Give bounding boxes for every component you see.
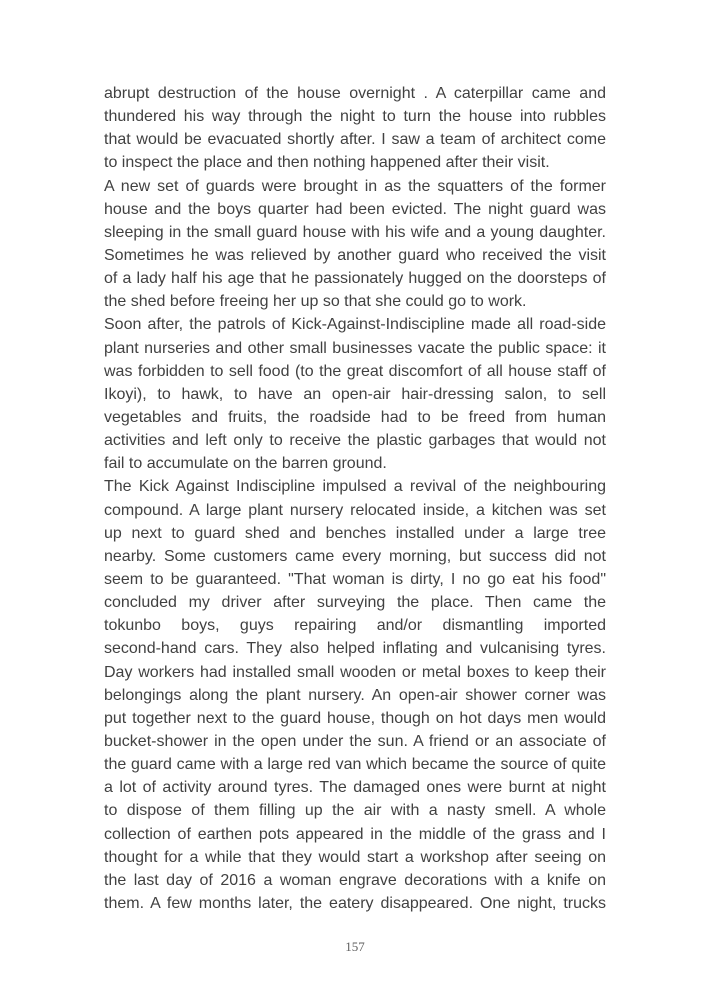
text-line: of a lady half his age that he passionately hugged on the doorsteps of bbox=[104, 270, 606, 288]
text-line: the last day of 2016 a woman engrave decorations with a knife on bbox=[104, 871, 606, 889]
text-line: plant nurseries and other small businesses vacate the public space: it bbox=[104, 339, 606, 357]
text-line: the guard came with a large red van which became the source of quite bbox=[104, 756, 606, 774]
text-line: house and the boys quarter had been evicted. The night guard was bbox=[104, 200, 606, 218]
page-number: 157 bbox=[345, 939, 365, 954]
paragraph bbox=[104, 475, 606, 915]
text-line: abrupt destruction of the house overnight . A caterpillar came and bbox=[104, 85, 606, 102]
text-line: nearby. Some customers came every morning, but success did not bbox=[104, 547, 606, 565]
text-line: fail to accumulate on the barren ground. bbox=[104, 455, 387, 473]
text-line: the shed before freeing her up so that she could go to work. bbox=[104, 293, 527, 311]
text-line: belongings along the plant nursery. An open-air shower corner was bbox=[104, 686, 606, 704]
text-line: put together next to the guard house, though on hot days men would bbox=[104, 709, 606, 727]
text-line: vegetables and fruits, the roadside had to be freed from human bbox=[104, 408, 606, 426]
paragraph bbox=[104, 313, 606, 475]
text-line: compound. A large plant nursery relocated inside, a kitchen was set bbox=[104, 501, 606, 519]
text-line: a lot of activity around tyres. The damaged ones were burnt at night bbox=[104, 779, 606, 797]
text-line: thundered his way through the night to turn the house into rubbles bbox=[104, 108, 606, 126]
text-line: sleeping in the small guard house with his wife and a young daughter. bbox=[104, 223, 606, 241]
text-line: Day workers had installed small wooden or metal boxes to keep their bbox=[104, 663, 606, 681]
text-line: A new set of guards were brought in as the squatters of the former bbox=[104, 177, 606, 195]
text-line: to inspect the place and then nothing happened after their visit. bbox=[104, 154, 550, 172]
text-line: was forbidden to sell food (to the great discomfort of all house staff of bbox=[104, 362, 606, 380]
text-line: tokunbo boys, guys repairing and/or dismantling imported bbox=[104, 617, 606, 635]
text-line: to dispose of them filling up the air with a nasty smell. A whole bbox=[104, 802, 606, 820]
paragraph bbox=[104, 82, 606, 175]
text-line: second-hand cars. They also helped inflating and vulcanising tyres. bbox=[104, 640, 606, 658]
text-line: concluded my driver after surveying the place. Then came the bbox=[104, 594, 606, 612]
text-line: Ikoyi), to hawk, to have an open-air hair-dressing salon, to sell bbox=[104, 385, 606, 403]
text-line: that would be evacuated shortly after. I saw a team of architect come bbox=[104, 131, 606, 149]
text-line: Sometimes he was relieved by another guard who received the visit bbox=[104, 246, 606, 264]
text-line: Soon after, the patrols of Kick-Against-Indiscipline made all road-side bbox=[104, 316, 606, 334]
text-line: bucket-shower in the open under the sun. A friend or an associate of bbox=[104, 732, 606, 750]
paragraph bbox=[104, 175, 606, 314]
text-line: The Kick Against Indiscipline impulsed a revival of the neighbouring bbox=[104, 478, 606, 496]
text-line: thought for a while that they would start a workshop after seeing on bbox=[104, 848, 606, 866]
text-line: seem to be guaranteed. "That woman is dirty, I no go eat his food" bbox=[104, 570, 606, 588]
text-line: them. A few months later, the eatery disappeared. One night, trucks bbox=[104, 894, 606, 912]
text-line: collection of earthen pots appeared in the middle of the grass and I bbox=[104, 825, 606, 843]
text-line: up next to guard shed and benches installed under a large tree bbox=[104, 524, 606, 542]
text-line: activities and left only to receive the plastic garbages that would not bbox=[104, 432, 606, 450]
page-body-text bbox=[104, 82, 606, 915]
